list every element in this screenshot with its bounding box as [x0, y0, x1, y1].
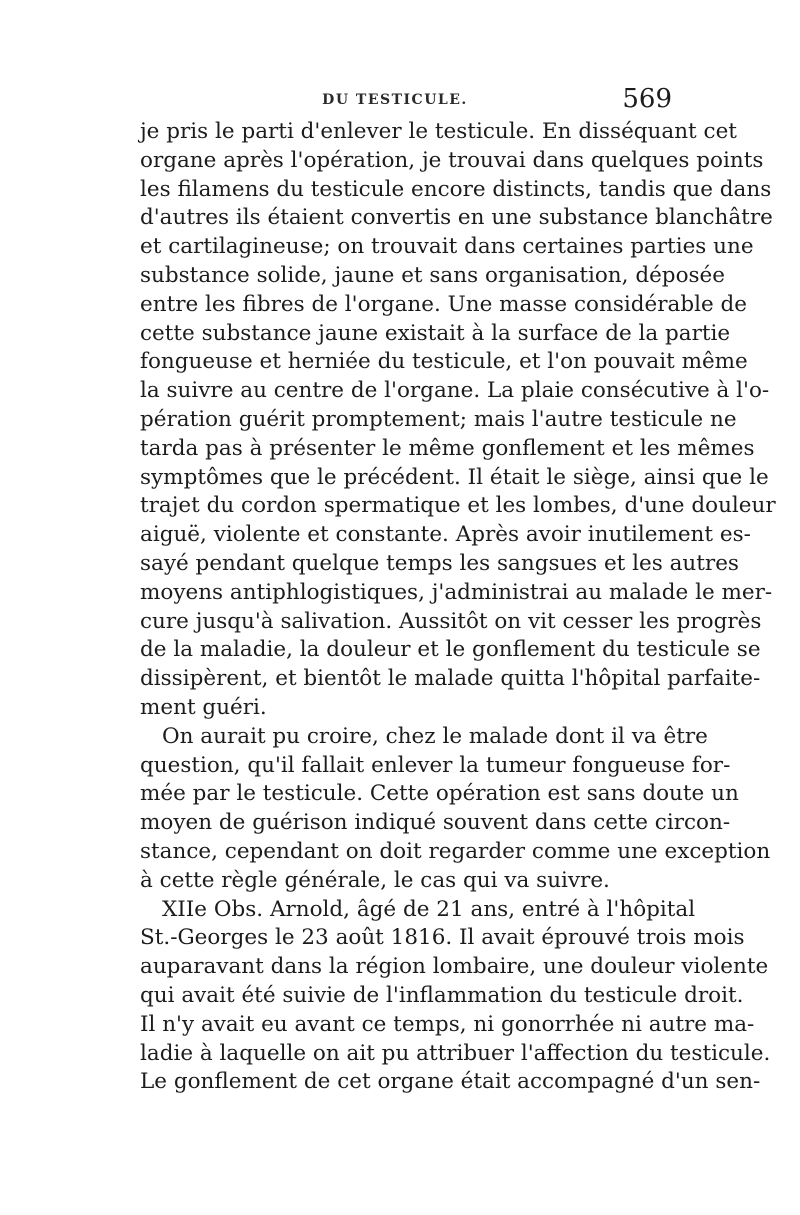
text-line: aiguë, violente et constante. Après avoir inutilement es- — [140, 522, 751, 548]
text-line: Il n'y avait eu avant ce temps, ni gonorrhée ni autre ma- — [140, 1011, 755, 1037]
text-line: d'autres ils étaient convertis en une substance blanchâtre — [140, 205, 773, 231]
running-head: DU TESTICULE. — [322, 92, 468, 108]
body-text — [140, 118, 776, 1097]
text-line: pération guérit promptement; mais l'autre testicule ne — [140, 406, 737, 432]
text-line: On aurait pu croire, chez le malade dont il va être — [162, 723, 708, 749]
text-line: moyens antiphlogistiques, j'administrai au malade le mer- — [140, 579, 773, 605]
text-line: question, qu'il fallait enlever la tumeur fongueuse for- — [140, 752, 731, 778]
text-line: à cette règle générale, le cas qui va suivre. — [140, 867, 610, 893]
text-line: et cartilagineuse; on trouvait dans certaines parties une — [140, 234, 754, 260]
text-line: dissipèrent, et bientôt le malade quitta l'hôpital parfaite- — [140, 666, 761, 692]
text-line: de la maladie, la douleur et le gonflement du testicule se — [140, 637, 761, 663]
text-line: symptômes que le précédent. Il était le siège, ainsi que le — [140, 464, 769, 490]
text-line: je pris le parti d'enlever le testicule. En disséquant cet — [140, 119, 737, 144]
text-line: stance, cependant on doit regarder comme une exception — [140, 838, 771, 864]
text-line: auparavant dans la région lombaire, une douleur violente — [140, 954, 769, 980]
text-line: Le gonflement de cet organe était accompagné d'un sen- — [140, 1069, 761, 1095]
text-line: les filamens du testicule encore distincts, tandis que dans — [140, 176, 772, 202]
text-line: moyen de guérison indiqué souvent dans cette circon- — [140, 810, 731, 836]
text-line: ladie à laquelle on ait pu attribuer l'affection du testicule. — [140, 1040, 771, 1066]
text-line: entre les fibres de l'organe. Une masse considérable de — [140, 291, 747, 317]
text-line: cure jusqu'à salivation. Aussitôt on vit cesser les progrès — [140, 608, 762, 634]
observation-heading-line: XIIe Obs. Arnold, âgé de 21 ans, entré à l'hôpital — [162, 896, 696, 922]
text-line: cette substance jaune existait à la surface de la partie — [140, 320, 731, 346]
text-line: tarda pas à présenter le même gonflement et les mêmes — [140, 435, 755, 461]
text-line: organe après l'opération, je trouvai dans quelques points — [140, 147, 764, 173]
text-line: la suivre au centre de l'organe. La plaie consécutive à l'o- — [140, 378, 770, 404]
text-line: substance solide, jaune et sans organisation, déposée — [140, 262, 725, 288]
text-line: fongueuse et herniée du testicule, et l'on pouvait même — [140, 349, 748, 375]
text-line: mée par le testicule. Cette opération est sans doute un — [140, 781, 739, 807]
text-line: trajet du cordon spermatique et les lombes, d'une douleur — [140, 493, 776, 519]
text-line: sayé pendant quelque temps les sangsues et les autres — [140, 550, 739, 576]
text-line: qui avait été suivie de l'inflammation du testicule droit. — [140, 982, 744, 1008]
text-line: St.-Georges le 23 août 1816. Il avait éprouvé trois mois — [140, 925, 745, 951]
text-line: ment guéri. — [140, 694, 267, 720]
page-number: 569 — [622, 84, 672, 114]
